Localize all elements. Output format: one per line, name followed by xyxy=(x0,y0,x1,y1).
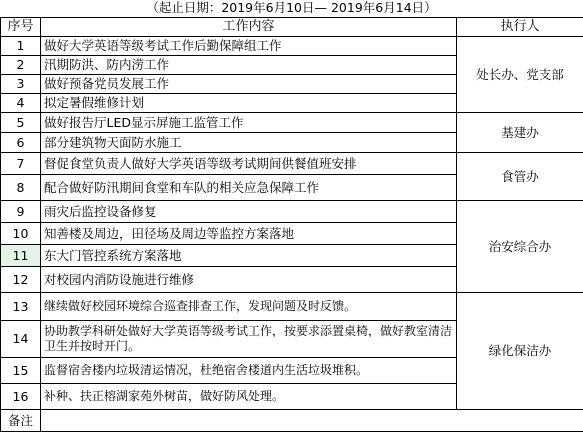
row-content: 雨灾后监控设备修复 xyxy=(41,201,457,223)
row-content: 对校园内消防设施进行维修 xyxy=(41,267,457,293)
remarks-row xyxy=(1,410,583,432)
row-number: 2 xyxy=(1,56,41,75)
row-content: 东大门管控系统方案落地 xyxy=(41,245,457,267)
row-content: 继续做好校园环境综合巡查排查工作，发现问题及时反馈。 xyxy=(41,293,457,321)
row-number: 14 xyxy=(1,321,41,358)
row-content: 部分建筑物天面防水施工 xyxy=(41,133,457,153)
table-row xyxy=(1,201,583,223)
executor-cell: 绿化保洁办 xyxy=(457,293,583,410)
row-content: 协助教学科研处做好大学英语等级考试工作，按要求添置桌椅，做好教室清洁卫生并按时开门。 xyxy=(41,321,457,358)
row-number: 8 xyxy=(1,175,41,201)
header-row xyxy=(1,18,583,37)
row-number: 5 xyxy=(1,113,41,133)
table-row xyxy=(1,113,583,133)
row-number: 9 xyxy=(1,201,41,223)
row-number: 16 xyxy=(1,384,41,410)
executor-cell: 治安综合办 xyxy=(457,201,583,293)
row-content: 补种、扶正榕湖家苑外树苗，做好防风处理。 xyxy=(41,384,457,410)
row-content: 督促食堂负责人做好大学英语等级考试期间供餐值班安排 xyxy=(41,153,457,175)
row-content: 汛期防洪、防内涝工作 xyxy=(41,56,457,75)
row-number: 13 xyxy=(1,293,41,321)
row-number: 15 xyxy=(1,358,41,384)
row-content: 做好大学英语等级考试工作后勤保障组工作 xyxy=(41,37,457,56)
header-executor: 执行人 xyxy=(457,18,583,37)
row-number: 7 xyxy=(1,153,41,175)
row-content: 知善楼及周边，田径场及周边等监控方案落地 xyxy=(41,223,457,245)
row-content: 配合做好防汛期间食堂和车队的相关应急保障工作 xyxy=(41,175,457,201)
row-content: 拟定暑假维修计划 xyxy=(41,94,457,113)
executor-cell: 食管办 xyxy=(457,153,583,201)
header-seq: 序号 xyxy=(1,18,41,37)
row-content: 做好预备党员发展工作 xyxy=(41,75,457,94)
executor-cell: 基建办 xyxy=(457,113,583,153)
row-number: 10 xyxy=(1,223,41,245)
row-number: 3 xyxy=(1,75,41,94)
table-row xyxy=(1,37,583,56)
row-number: 11 xyxy=(1,245,41,267)
row-content: 做好报告厅LED显示屏施工监管工作 xyxy=(41,113,457,133)
table-row xyxy=(1,293,583,321)
executor-cell: 处长办、党支部 xyxy=(457,37,583,113)
header-content: 工作内容 xyxy=(41,18,457,37)
row-number: 12 xyxy=(1,267,41,293)
remarks-label: 备注 xyxy=(1,410,41,432)
date-range: （起止日期：2019年6月10日— 2019年6月14日） xyxy=(146,0,437,15)
row-number: 4 xyxy=(1,94,41,113)
row-number: 6 xyxy=(1,133,41,153)
row-content: 监督宿舍楼内垃圾清运情况，杜绝宿舍楼道内生活垃圾堆积。 xyxy=(41,358,457,384)
remarks-content xyxy=(41,410,583,432)
table-row xyxy=(1,153,583,175)
row-number: 1 xyxy=(1,37,41,56)
work-schedule-table xyxy=(0,17,583,432)
